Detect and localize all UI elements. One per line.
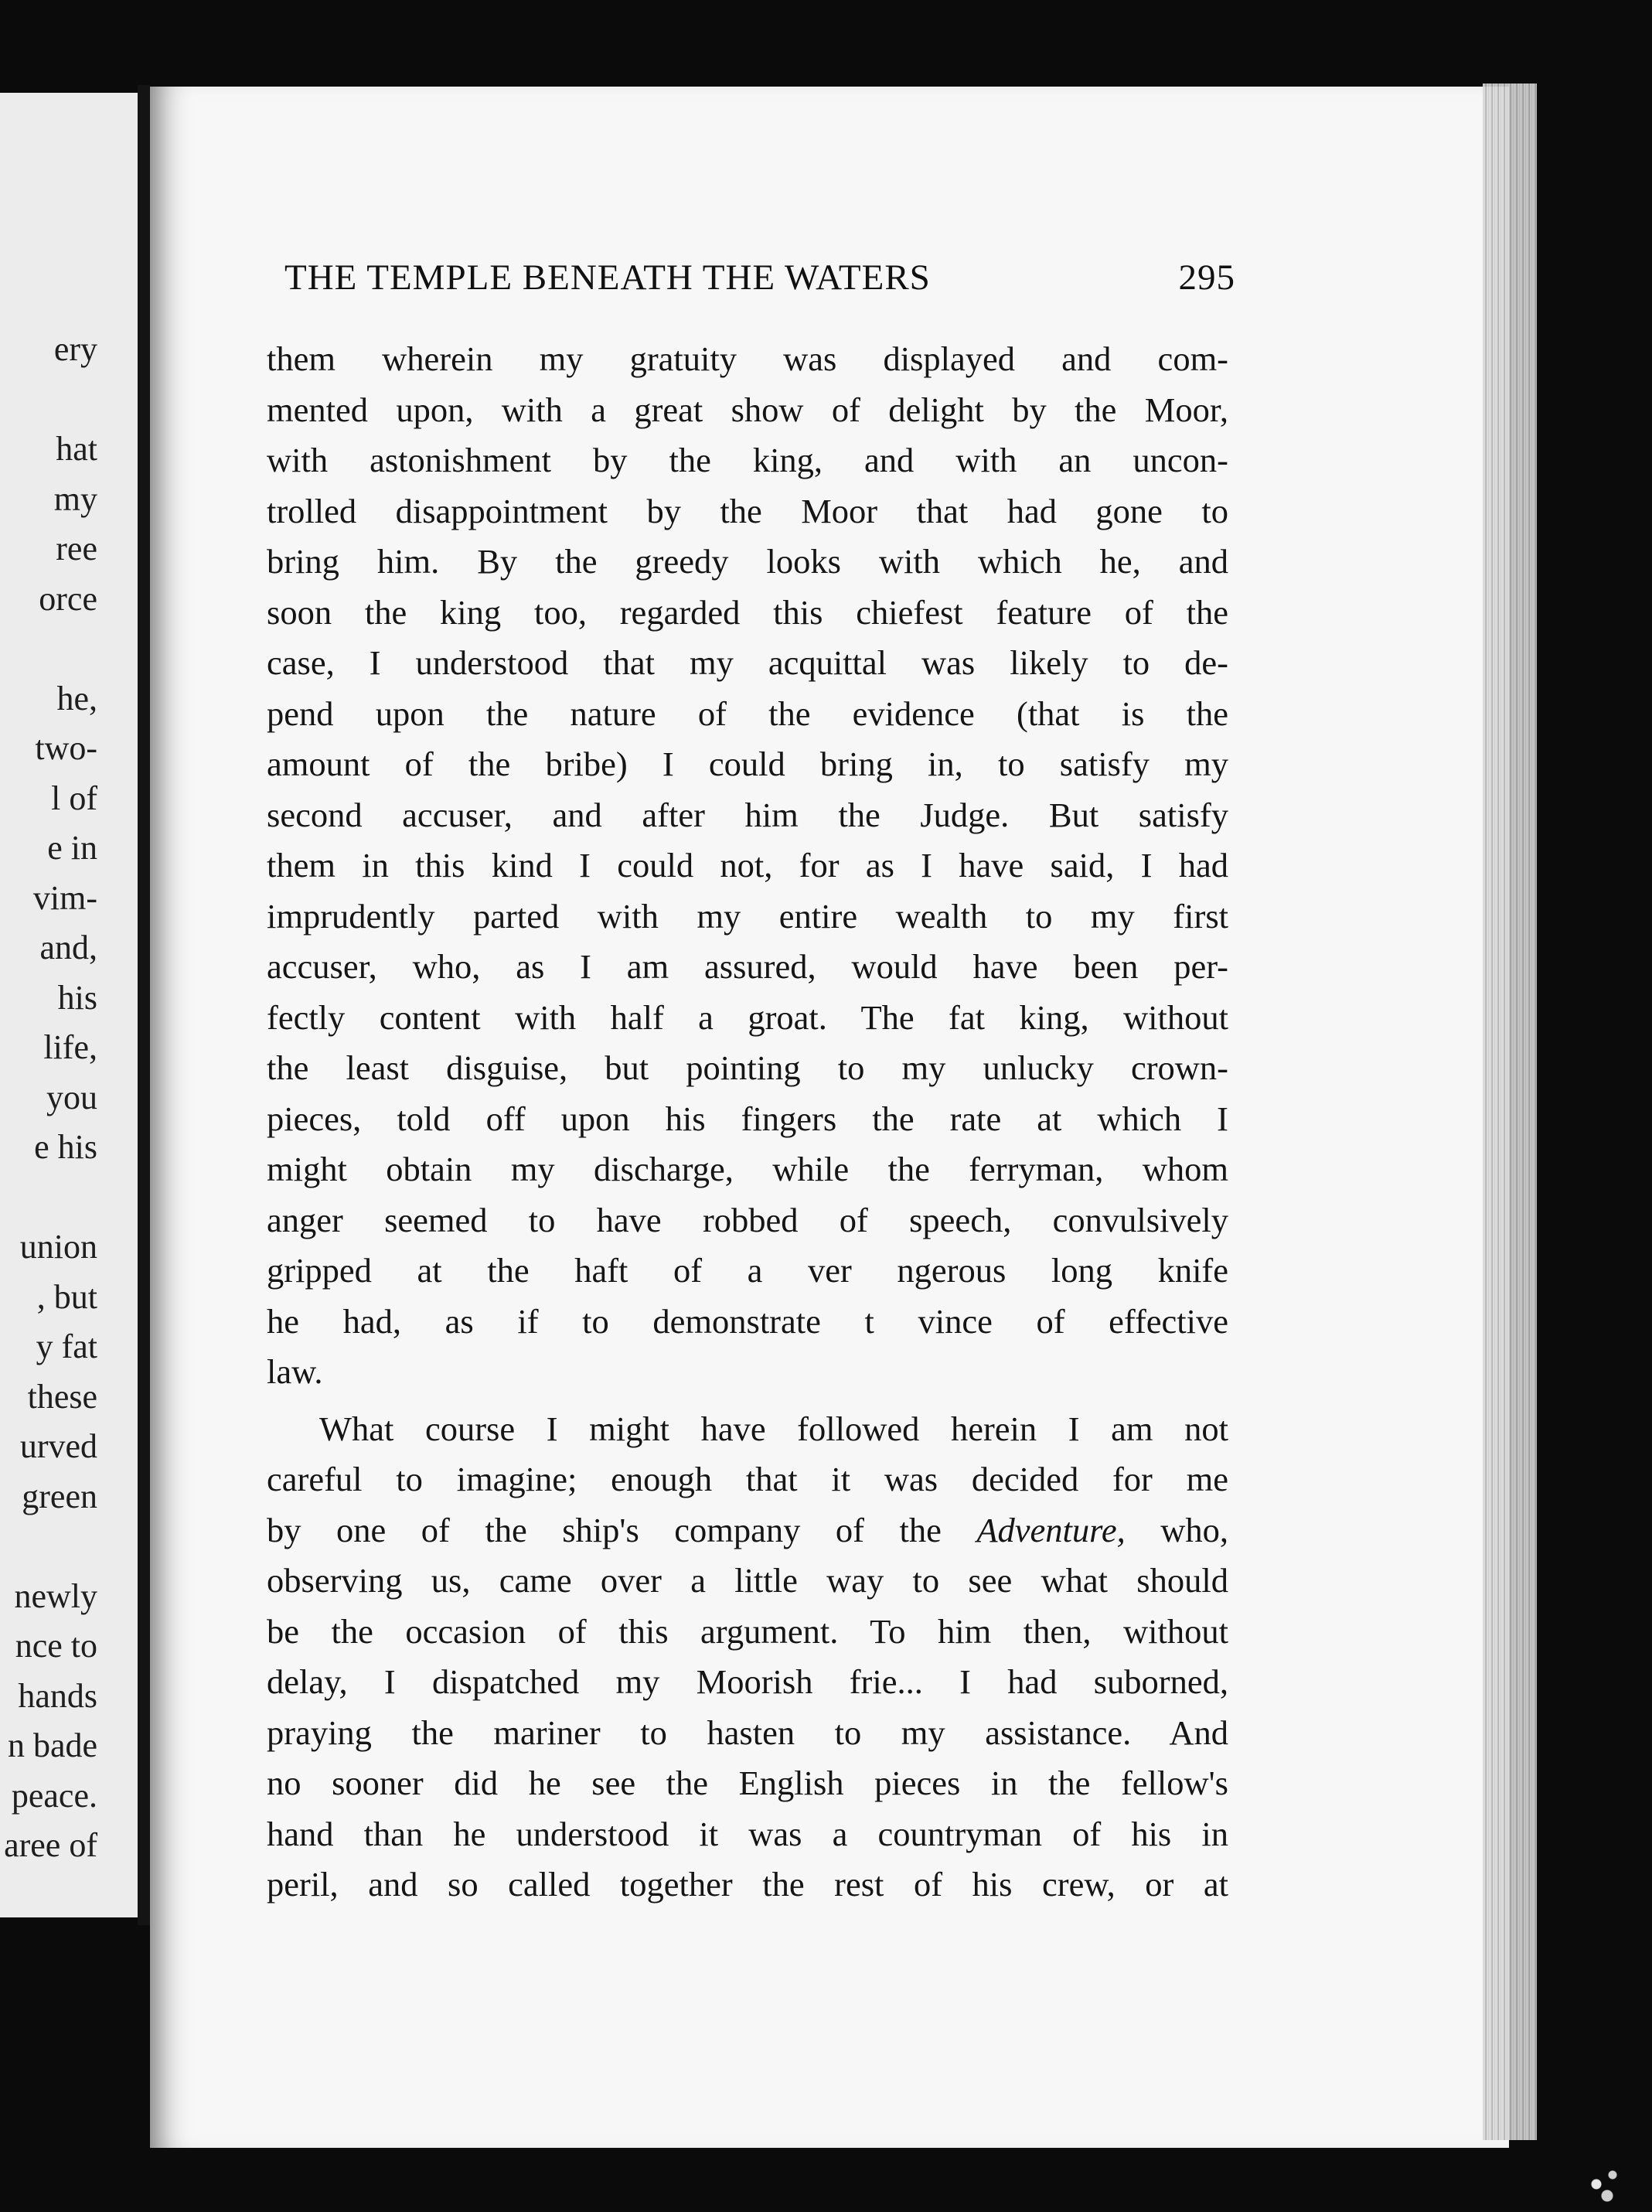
- paragraph-line: might obtain my discharge, while the ferryman, whom: [267, 1150, 1228, 1188]
- left-page-fragment: , but: [36, 1277, 97, 1316]
- paragraph-line: hand than he understood it was a countryman of his in: [267, 1814, 1228, 1853]
- paragraph-line: them wherein my gratuity was displayed and com-: [267, 339, 1228, 378]
- paragraph-line: soon the king too, regarded this chiefest feature of the: [267, 592, 1228, 632]
- left-page-fragment: nce to: [15, 1627, 97, 1665]
- paragraph-2-rest: [267, 1556, 1228, 1910]
- left-page-text-fragments: [4, 325, 97, 1871]
- paragraph-line: accuser, who, as I am assured, would have been per-: [267, 947, 1228, 986]
- left-page-fragment: e in: [47, 829, 97, 867]
- paragraph-line: observing us, came over a little way to see what should: [267, 1561, 1228, 1600]
- paragraph-line: them in this kind I could not, for as I have said, I had: [267, 846, 1228, 884]
- left-page-fragment: vim-: [32, 878, 97, 917]
- left-page-fragment: n bade: [7, 1726, 97, 1764]
- left-page-fragment: you: [46, 1078, 97, 1116]
- left-page-fragment: orce: [39, 579, 97, 618]
- paragraph-line: gripped at the haft of a ver ngerous long knife: [267, 1251, 1228, 1290]
- scan-dust-speck: [1575, 2161, 1629, 2207]
- left-page-fragment: urved: [19, 1427, 97, 1465]
- left-page-fragment: two-: [35, 729, 97, 767]
- left-page-fragment: [4, 375, 97, 425]
- left-page-fragment: [4, 1522, 97, 1572]
- paragraph-line: praying the mariner to hasten to my assistance. And: [267, 1713, 1228, 1752]
- running-header: [284, 257, 1235, 303]
- left-page-fragment: ery: [53, 330, 97, 368]
- body-text: [267, 334, 1228, 1910]
- paragraph-line: amount of the bribe) I could bring in, to satisfy my: [267, 745, 1228, 783]
- paragraph-line: delay, I dispatched my Moorish frie... I had suborned,: [267, 1662, 1228, 1701]
- left-page-fragment: y fat: [36, 1328, 97, 1365]
- left-page-fragment: green: [22, 1477, 97, 1515]
- page-number: 295: [1178, 257, 1235, 298]
- paragraph-2: [267, 1404, 1228, 1910]
- paragraph-line: peril, and so called together the rest of his crew, or at: [267, 1865, 1228, 1904]
- paragraph-line: be the occasion of this argument. To him then, without: [267, 1611, 1228, 1651]
- paragraph-line: he had, as if to demonstrate t vince of effective: [267, 1301, 1228, 1341]
- paragraph-line: no sooner did he see the English pieces in the fellow's: [267, 1764, 1228, 1802]
- paragraph-line: bring him. By the greedy looks with which he, and: [267, 542, 1228, 581]
- paragraph-line: law.: [267, 1352, 323, 1391]
- book-gutter: [138, 85, 150, 1925]
- line-text: who,: [1125, 1510, 1228, 1549]
- left-page-fragment: ree: [56, 530, 97, 567]
- left-page-fragment: newly: [14, 1576, 97, 1615]
- paragraph-line: anger seemed to have robbed of speech, convulsively: [267, 1200, 1228, 1239]
- paragraph-line: fectly content with half a groat. The fat king, without: [267, 997, 1228, 1037]
- paragraph-line: trolled disappointment by the Moor that had gone to: [267, 491, 1228, 530]
- left-page-fragment: these: [27, 1377, 97, 1416]
- left-page-fragment: [4, 624, 97, 674]
- line-text: by one of the ship's company of the: [267, 1510, 977, 1549]
- paragraph-line: case, I understood that my acquittal was likely to de-: [267, 643, 1228, 682]
- paragraph-line: with astonishment by the king, and with an uncon-: [267, 441, 1228, 479]
- left-page-fragment: his: [57, 978, 97, 1017]
- paragraph-line: pend upon the nature of the evidence (that is the: [267, 694, 1228, 733]
- paragraph-1: [267, 334, 1228, 1398]
- left-page-fragment: hat: [56, 430, 97, 468]
- paragraph-gap: [267, 1398, 1228, 1404]
- paragraph-line: pieces, told off upon his fingers the rate at which I: [267, 1099, 1228, 1138]
- left-page-fragment: union: [19, 1228, 97, 1266]
- left-page-fragment: hands: [18, 1676, 97, 1715]
- left-page-fragment: he,: [56, 679, 97, 717]
- left-page-fragment: e his: [34, 1128, 97, 1166]
- paragraph-line: mented upon, with a great show of delight by the Moor,: [267, 390, 1228, 429]
- paragraph-line-with-ship-name: [267, 1505, 1228, 1556]
- paragraph-line: careful to imagine; enough that it was decided for me: [267, 1460, 1228, 1498]
- left-page-fragment: [4, 1173, 97, 1223]
- paragraph-line: second accuser, and after him the Judge. But satisfy: [267, 795, 1228, 834]
- left-page-fragment: my: [53, 479, 97, 518]
- ship-name: Adventure,: [976, 1510, 1126, 1549]
- left-page-fragment: and,: [39, 929, 97, 966]
- left-page-fragment: l of: [51, 779, 97, 817]
- paragraph-line: imprudently parted with my entire wealth to my first: [267, 896, 1228, 936]
- page-edges: [1483, 84, 1537, 2140]
- left-page-fragment: life,: [43, 1028, 97, 1066]
- left-page-fragment: peace.: [11, 1776, 97, 1815]
- left-page-fragment: aree of: [4, 1826, 97, 1864]
- running-title: THE TEMPLE BENEATH THE WATERS: [284, 257, 931, 298]
- left-facing-page: [0, 93, 138, 1917]
- paragraph-line: What course I might have followed herein I am not: [319, 1409, 1228, 1448]
- paragraph-line: the least disguise, but pointing to my unlucky crown-: [267, 1048, 1228, 1087]
